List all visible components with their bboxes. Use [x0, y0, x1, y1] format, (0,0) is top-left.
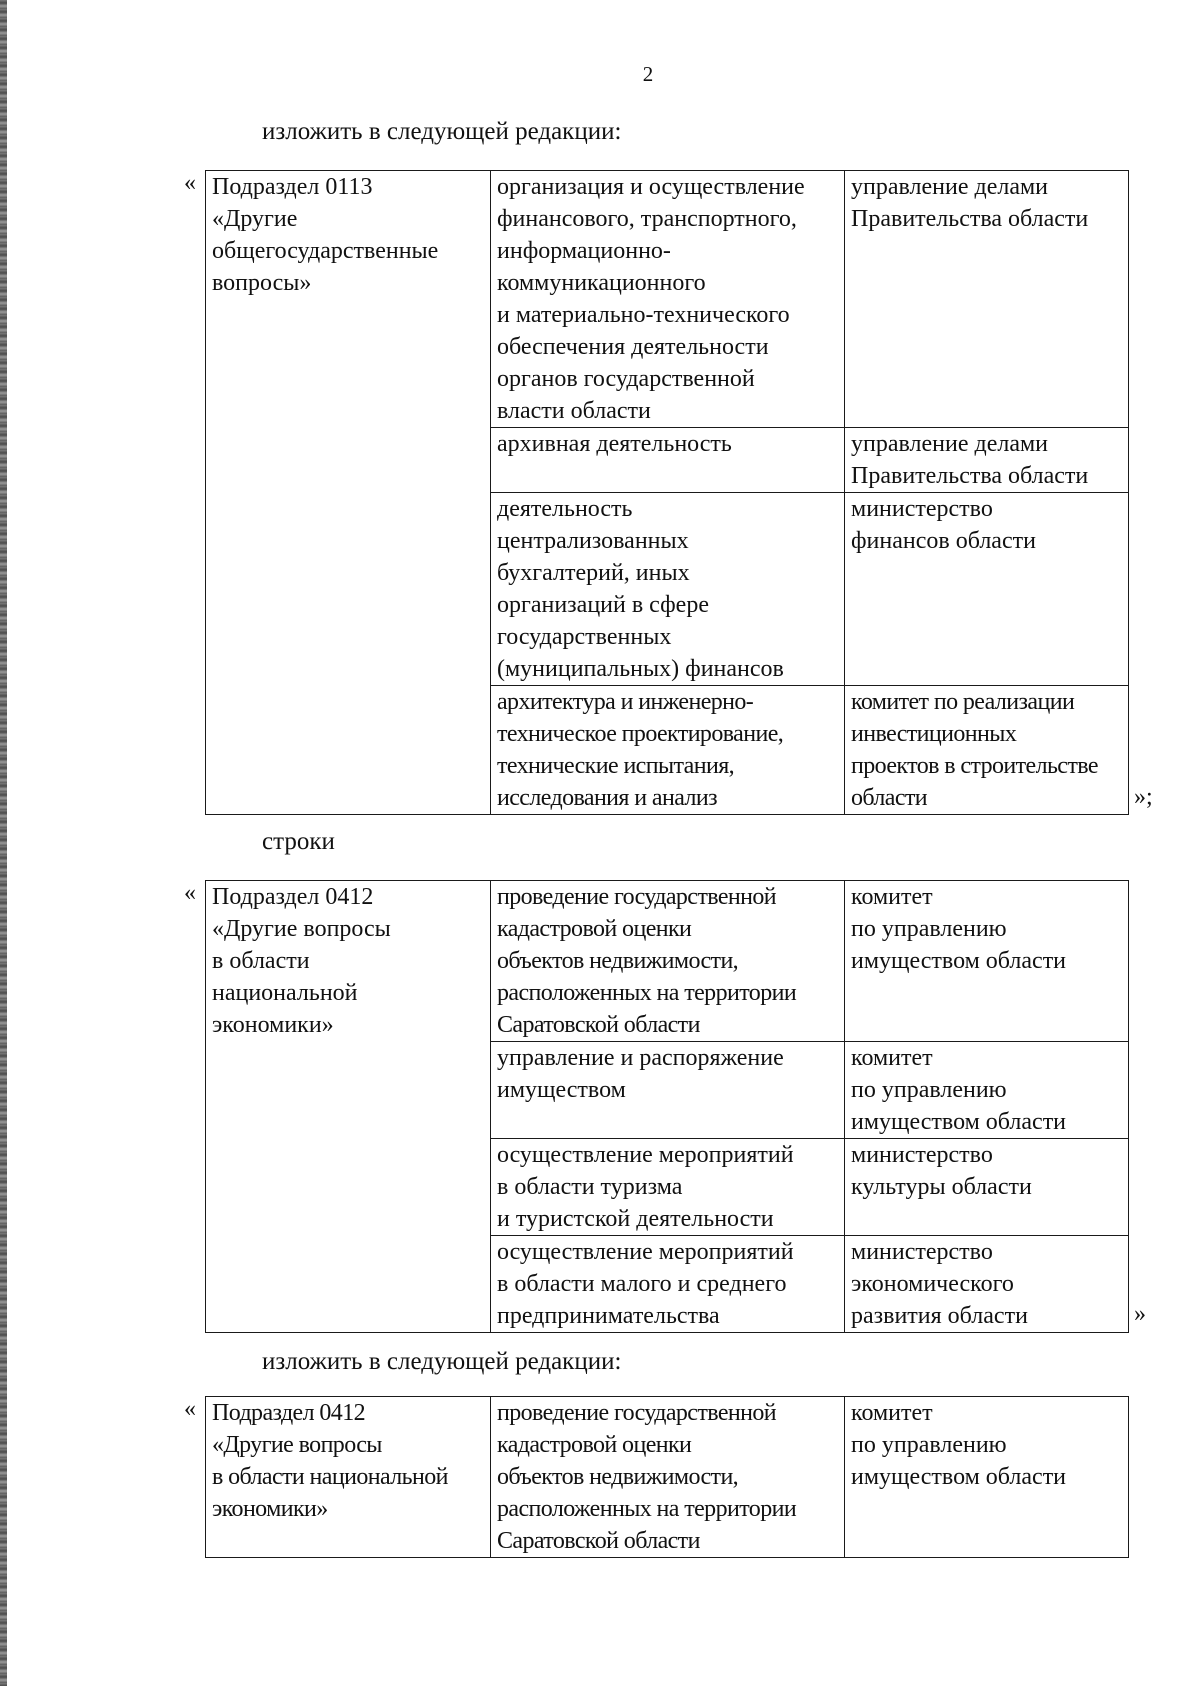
activity-text: проведение государственной кадастровой оценки объектов недвижимости, расположенных на территории Саратовской области — [497, 1400, 797, 1554]
activity-text: деятельность централизованных бухгалтерий, иных организаций в сфере государственных (муниципальных) финансов — [497, 496, 784, 682]
authority-text: управление делами Правительства области — [851, 174, 1089, 232]
authority-cell — [845, 493, 1129, 686]
authority-cell — [845, 881, 1129, 1042]
subsection-text: Подраздел 0412 «Другие вопросы в области национальной экономики» — [212, 884, 391, 1038]
activity-cell — [491, 881, 845, 1042]
scan-edge — [0, 0, 7, 1686]
activity-cell — [491, 428, 845, 493]
section2-intro: строки — [262, 828, 335, 855]
authority-text: управление делами Правительства области — [851, 431, 1089, 489]
activity-cell — [491, 493, 845, 686]
page-number: 2 — [642, 62, 654, 86]
authority-cell — [845, 1139, 1129, 1236]
activity-cell — [491, 686, 845, 815]
section2-open-quote: « — [184, 880, 196, 906]
activity-text: архитектура и инженерно- техническое проектирование, технические испытания, исследования и анализ — [497, 689, 784, 811]
authority-text: комитет по реализации инвестиционных проектов в строительстве области — [851, 689, 1098, 811]
subsection-cell — [206, 171, 491, 815]
authority-cell — [845, 1236, 1129, 1333]
activity-text: осуществление мероприятий в области малого и среднего предпринимательства — [497, 1239, 794, 1329]
section1-table — [205, 170, 1129, 815]
authority-text: комитет по управлению имуществом области — [851, 1400, 1067, 1490]
authority-text: министерство финансов области — [851, 496, 1036, 554]
activity-cell — [491, 171, 845, 428]
section3-intro: изложить в следующей редакции: — [262, 1348, 622, 1375]
subsection-cell — [206, 881, 491, 1333]
section1-close-quote: »; — [1134, 784, 1153, 810]
activity-cell — [491, 1139, 845, 1236]
section3-table — [205, 1396, 1129, 1558]
activity-cell — [491, 1042, 845, 1139]
activity-text: архивная деятельность — [497, 431, 732, 457]
activity-cell — [491, 1236, 845, 1333]
table-row — [206, 1397, 1129, 1558]
subsection-cell — [206, 1397, 491, 1558]
activity-cell — [491, 1397, 845, 1558]
authority-cell — [845, 686, 1129, 815]
authority-cell — [845, 1397, 1129, 1558]
activity-text: проведение государственной кадастровой оценки объектов недвижимости, расположенных на территории Саратовской области — [497, 884, 797, 1038]
section2-table — [205, 880, 1129, 1333]
section1-intro: изложить в следующей редакции: — [262, 118, 622, 145]
authority-text: комитет по управлению имуществом области — [851, 884, 1067, 974]
activity-text: осуществление мероприятий в области туризма и туристской деятельности — [497, 1142, 794, 1232]
authority-text: комитет по управлению имуществом области — [851, 1045, 1067, 1135]
subsection-text: Подраздел 0412 «Другие вопросы в области национальной экономики» — [212, 1400, 448, 1522]
authority-text: министерство культуры области — [851, 1142, 1032, 1200]
table-row — [206, 881, 1129, 1042]
authority-text: министерство экономического развития области — [851, 1239, 1028, 1329]
subsection-text: Подраздел 0113 «Другие общегосударственные вопросы» — [212, 174, 439, 296]
section3-open-quote: « — [184, 1396, 196, 1422]
authority-cell — [845, 171, 1129, 428]
authority-cell — [845, 1042, 1129, 1139]
table-row — [206, 171, 1129, 428]
section1-open-quote: « — [184, 170, 196, 196]
authority-cell — [845, 428, 1129, 493]
activity-text: организация и осуществление финансового, транспортного, информационно- коммуникационного и материально-технического обеспечения деятельности органов государственной власти области — [497, 174, 805, 424]
section2-close-quote: » — [1134, 1301, 1146, 1327]
activity-text: управление и распоряжение имуществом — [497, 1045, 784, 1103]
